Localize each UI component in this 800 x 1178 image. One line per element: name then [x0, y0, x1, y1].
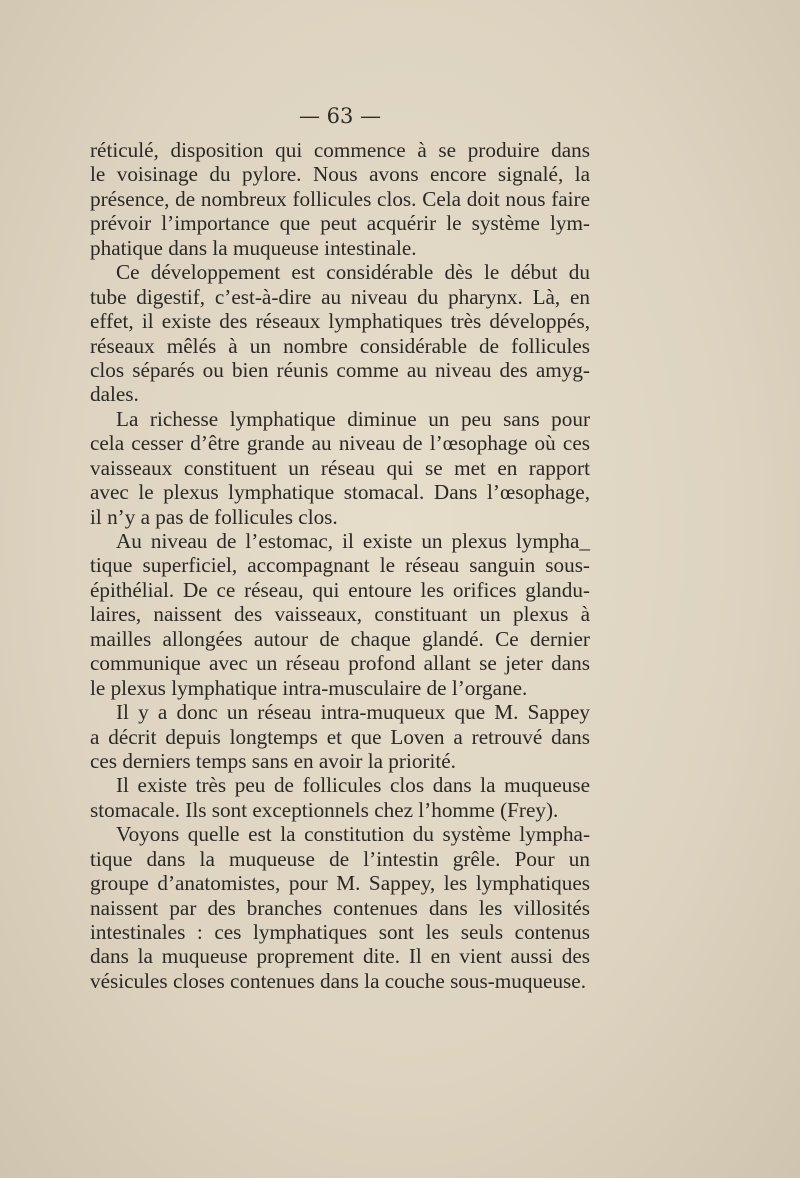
text-line: avec le plexus lymphatique stomacal. Dans l’œsophage,	[90, 480, 590, 505]
text-line: intestinales : ces lymphatiques sont les seuls contenus	[90, 920, 590, 944]
text-line: a décrit depuis longtemps et que Loven a retrouvé dans	[90, 724, 590, 749]
text-line: stomacale. Ils sont exceptionnels chez l’homme (Frey).	[90, 797, 559, 822]
page-number: — 63 —	[298, 104, 382, 128]
text-line: phatique dans la muqueuse intestinale.	[90, 235, 417, 260]
paragraph	[90, 822, 590, 993]
text-line: communique avec un réseau profond allant se jeter dans	[90, 651, 590, 676]
text-line: La richesse lymphatique diminue un peu sans pour	[116, 406, 590, 431]
text-line: vaisseaux constituent un réseau qui se met en rapport	[90, 455, 590, 480]
text-line: effet, il existe des réseaux lymphatiques très développés,	[90, 309, 590, 334]
text-line: naissent par des branches contenues dans les villosités	[90, 895, 590, 920]
text-line: Ce développement est considérable dès le début du	[116, 260, 590, 285]
text-line: réseaux mêlés à un nombre considérable de follicules	[90, 333, 590, 358]
text-line: Au niveau de l’estomac, il existe un plexus lympha_	[116, 529, 590, 553]
text-line: réticulé, disposition qui commence à se produire dans	[90, 138, 590, 162]
text-line: laires, naissent des vaisseaux, constituant un plexus à	[90, 602, 590, 627]
text-line: groupe d’anatomistes, pour M. Sappey, les lymphatiques	[90, 871, 590, 896]
text-line: dans la muqueuse proprement dite. Il en vient aussi des	[90, 944, 590, 969]
paragraph	[90, 773, 590, 822]
text-line: ces derniers temps sans en avoir la priorité.	[90, 748, 456, 773]
text-line: vésicules closes contenues dans la couche sous-muqueuse.	[90, 968, 587, 993]
text-line: le voisinage du pylore. Nous avons encore signalé, la	[90, 162, 590, 187]
paragraph	[90, 529, 590, 700]
text-line: Il existe très peu de follicules clos dans la muqueuse	[116, 773, 590, 798]
paragraph	[90, 407, 590, 529]
text-line: tube digestif, c’est-à-dire au niveau du pharynx. Là, en	[90, 284, 590, 309]
text-line: tique dans la muqueuse de l’intestin grêle. Pour un	[90, 846, 590, 871]
text-line: prévoir l’importance que peut acquérir le système lym-	[90, 211, 590, 236]
paragraph	[90, 700, 590, 773]
text-line: présence, de nombreux follicules clos. Cela doit nous faire	[90, 186, 590, 211]
paragraph	[90, 260, 590, 407]
text-line: Voyons quelle est la constitution du système lympha-	[116, 822, 590, 847]
text-line: épithélial. De ce réseau, qui entoure les orifices glandu-	[90, 577, 590, 602]
text-line: cela cesser d’être grande au niveau de l’œsophage où ces	[90, 431, 590, 456]
text-line: dales.	[90, 382, 139, 407]
text-line: mailles allongées autour de chaque glandé. Ce dernier	[90, 626, 590, 651]
text-line: clos séparés ou bien réunis comme au niveau des amyg-	[90, 357, 590, 382]
body-text	[90, 138, 590, 993]
text-line: Il y a donc un réseau intra-muqueux que M. Sappey	[116, 700, 590, 725]
text-line: il n’y a pas de follicules clos.	[90, 504, 338, 529]
paragraph	[90, 138, 590, 260]
text-line: le plexus lymphatique intra-musculaire de l’organe.	[90, 675, 528, 700]
text-line: tique superficiel, accompagnant le réseau sanguin sous-	[90, 553, 590, 578]
